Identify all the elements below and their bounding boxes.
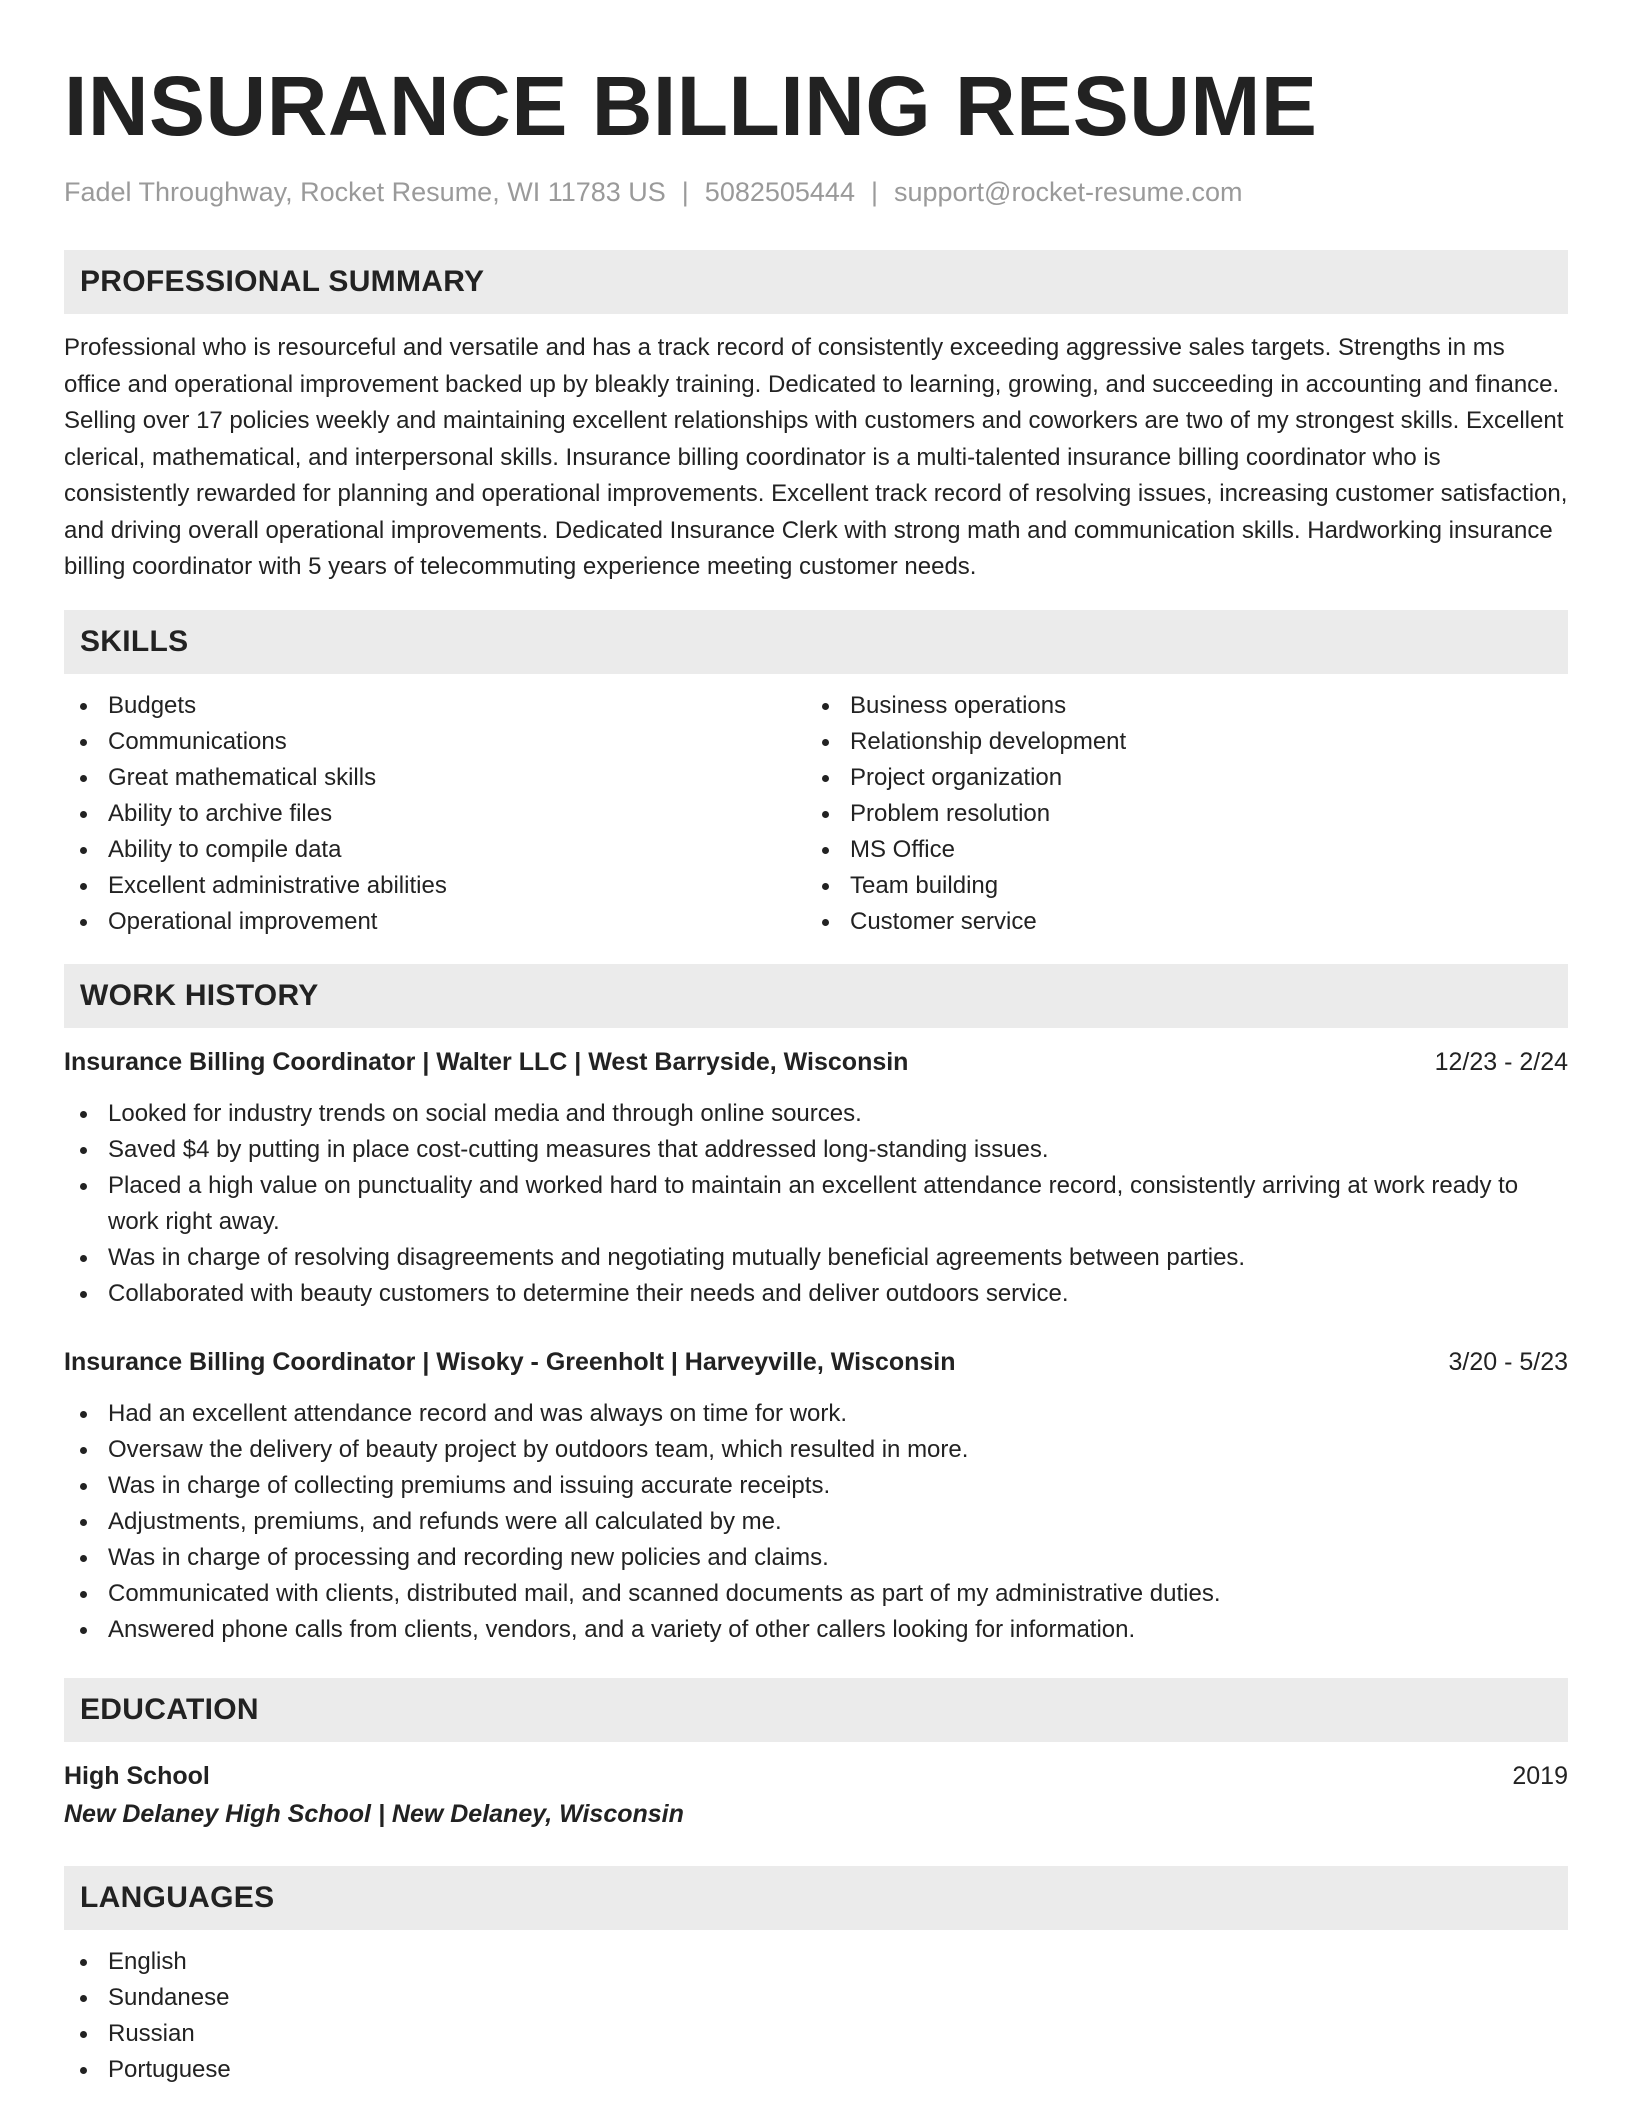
- job-title: Insurance Billing Coordinator | Wisoky - Greenholt | Harveyville, Wisconsin: [64, 1347, 956, 1376]
- skill-item: MS Office: [806, 832, 1548, 868]
- work-heading: [64, 964, 1568, 1028]
- summary-heading-label: PROFESSIONAL SUMMARY: [80, 265, 485, 298]
- skill-item: Team building: [806, 868, 1548, 904]
- skill-item: Problem resolution: [806, 796, 1548, 832]
- education-degree: High School: [64, 1761, 210, 1790]
- skills-list-right: [806, 688, 1548, 940]
- job-dates: 3/20 - 5/23: [1448, 1347, 1568, 1376]
- language-item: Sundanese: [64, 1980, 1568, 2016]
- contact-email: support@rocket-resume.com: [893, 177, 1243, 207]
- job-bullet: Communicated with clients, distributed mail, and scanned documents as part of my administrative duties.: [64, 1576, 1568, 1612]
- skills-grid: [64, 688, 1568, 940]
- job-bullets: [64, 1396, 1568, 1648]
- job-bullet: Adjustments, premiums, and refunds were all calculated by me.: [64, 1504, 1568, 1540]
- skills-list-left: [64, 688, 806, 940]
- job-bullet: Had an excellent attendance record and was always on time for work.: [64, 1396, 1568, 1432]
- job-title: Insurance Billing Coordinator | Walter LLC | West Barryside, Wisconsin: [64, 1047, 909, 1076]
- resume-title: INSURANCE BILLING RESUME: [64, 59, 1318, 153]
- job-bullets: [64, 1096, 1568, 1312]
- skills-heading: [64, 610, 1568, 674]
- skill-item: Relationship development: [806, 724, 1548, 760]
- skill-item: Great mathematical skills: [64, 760, 806, 796]
- job-entry: [64, 1344, 1568, 1648]
- skill-item: Business operations: [806, 688, 1548, 724]
- education-heading: [64, 1678, 1568, 1742]
- job-bullet: Placed a high value on punctuality and worked hard to maintain an excellent attendance record, consistently arriving at work ready to work right away.: [64, 1168, 1568, 1240]
- skill-item: Ability to archive files: [64, 796, 806, 832]
- skill-item: Operational improvement: [64, 904, 806, 940]
- language-item: Portuguese: [64, 2052, 1568, 2088]
- contact-line: [64, 174, 1568, 210]
- language-item: Russian: [64, 2016, 1568, 2052]
- summary-text: Professional who is resourceful and versatile and has a track record of consistently exceeding aggressive sales targets. Strengths in ms office and operational improvement backed up by bleakly training. Dedicated to learning, growing, and succeeding in accounting and finance. Selling over 17 policies weekly and maintaining excellent relationships with customers and coworkers are two of my strongest skills. Excellent clerical, mathematical, and interpersonal skills. Insurance billing coordinator is a multi-talented insurance billing coordinator who is consistently rewarded for planning and operational improvements. Excellent track record of resolving issues, increasing customer satisfaction, and driving overall operational improvements. Dedicated Insurance Clerk with strong math and communication skills. Hardworking insurance billing coordinator with 5 years of telecommuting experience meeting customer needs.: [64, 334, 1568, 580]
- job-bullet: Was in charge of processing and recording new policies and claims.: [64, 1540, 1568, 1576]
- skill-item: Project organization: [806, 760, 1548, 796]
- contact-separator: |: [870, 177, 878, 207]
- contact-separator: |: [681, 177, 689, 207]
- job-bullet: Collaborated with beauty customers to determine their needs and deliver outdoors service.: [64, 1276, 1568, 1312]
- skill-item: Customer service: [806, 904, 1548, 940]
- skill-item: Ability to compile data: [64, 832, 806, 868]
- summary-heading: [64, 250, 1568, 314]
- job-bullet: Oversaw the delivery of beauty project by outdoors team, which resulted in more.: [64, 1432, 1568, 1468]
- skills-heading-label: SKILLS: [80, 624, 189, 658]
- education-heading-label: EDUCATION: [80, 1692, 259, 1726]
- education-school: New Delaney High School | New Delaney, Wisconsin: [64, 1799, 684, 1828]
- job-bullet: Answered phone calls from clients, vendors, and a variety of other callers looking for information.: [64, 1612, 1568, 1648]
- skill-item: Budgets: [64, 688, 806, 724]
- education-header: [64, 1758, 1568, 1794]
- languages-heading-label: LANGUAGES: [80, 1880, 275, 1914]
- language-item: English: [64, 1944, 1568, 1980]
- job-bullet: Was in charge of resolving disagreements and negotiating mutually beneficial agreements between parties.: [64, 1240, 1568, 1276]
- work-heading-label: WORK HISTORY: [80, 978, 319, 1012]
- job-bullet: Saved $4 by putting in place cost-cutting measures that addressed long-standing issues.: [64, 1132, 1568, 1168]
- job-bullet: Looked for industry trends on social media and through online sources.: [64, 1096, 1568, 1132]
- job-dates: 12/23 - 2/24: [1434, 1047, 1568, 1076]
- job-header: [64, 1044, 1568, 1080]
- job-header: [64, 1344, 1568, 1380]
- job-bullet: Was in charge of collecting premiums and issuing accurate receipts.: [64, 1468, 1568, 1504]
- contact-phone: 5082505444: [704, 177, 855, 207]
- contact-address: Fadel Throughway, Rocket Resume, WI 11783 US: [64, 177, 666, 207]
- languages-heading: [64, 1866, 1568, 1930]
- skill-item: Communications: [64, 724, 806, 760]
- education-year: 2019: [1512, 1761, 1568, 1790]
- job-entry: [64, 1044, 1568, 1312]
- skill-item: Excellent administrative abilities: [64, 868, 806, 904]
- languages-list: [64, 1944, 1568, 2088]
- education-entry: [64, 1758, 1568, 1832]
